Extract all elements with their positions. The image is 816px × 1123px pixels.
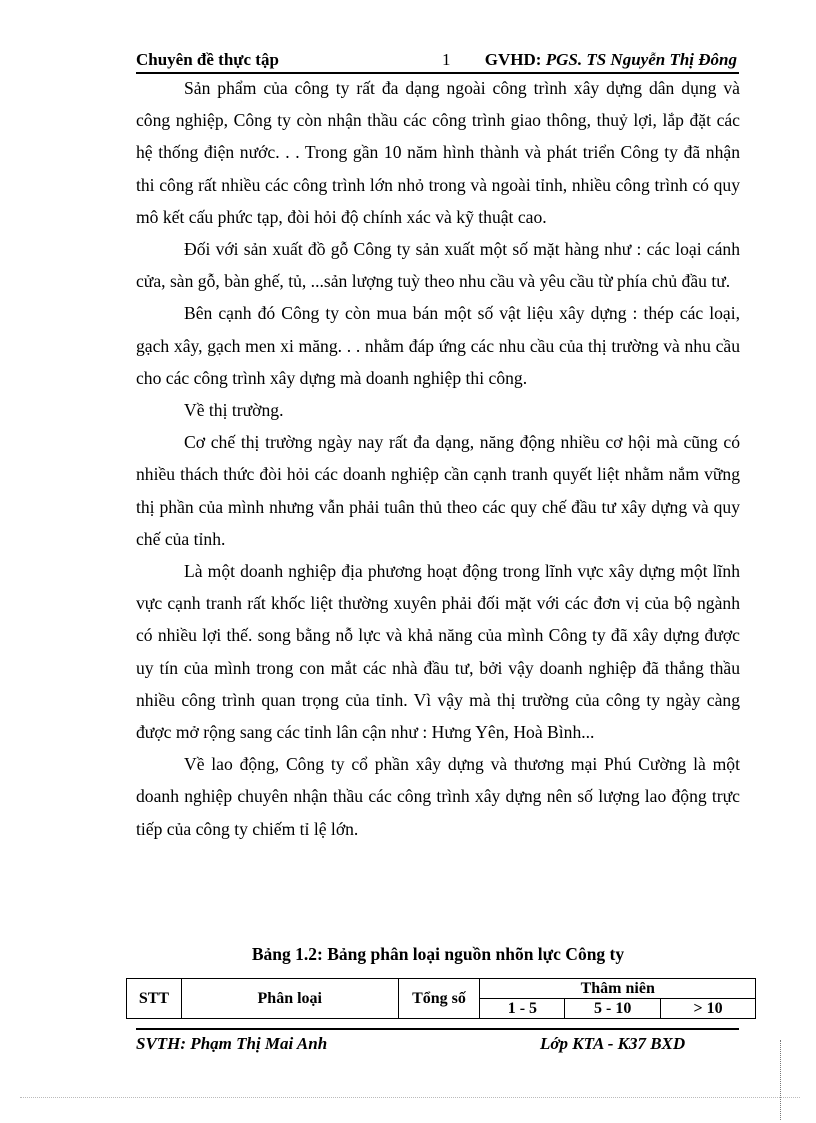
- seniority-5-10: 5 - 10: [565, 999, 661, 1019]
- header-seniority: Thâm niên: [480, 979, 756, 999]
- page-number: 1: [442, 50, 451, 69]
- seniority-1-5: 1 - 5: [480, 999, 565, 1019]
- workforce-table: [126, 978, 756, 1019]
- paragraph-products: Sản phẩm của công ty rất đa dạng ngoài công trình xây dựng dân dụng và công nghiệp, Công ty còn nhận thầu các công trình giao thông, thuỷ lợi, lắp đặt các hệ thống điện nước. . . Trong gần 10 năm hình thành và phát triển Công ty đã nhận thi công rất nhiều các công trình lớn nhỏ trong và ngoài tỉnh, nhiều công trình có quy mô kết cấu phức tạp, đòi hỏi độ chính xác và kỹ thuật cao.: [136, 78, 740, 227]
- page-header: [136, 46, 739, 74]
- header-classification: Phân loại: [181, 979, 398, 1019]
- paragraph-wood: Đối với sản xuất đồ gỗ Công ty sản xuất một số mặt hàng như : các loại cánh cửa, sàn gỗ, bàn ghế, tủ, ...sản lượng tuỳ theo nhu cầu và yêu cầu từ phía chủ đầu tư.: [136, 239, 740, 292]
- page-footer: [136, 1034, 739, 1058]
- header-total: Tổng số: [398, 979, 480, 1019]
- footer-divider: [136, 1028, 739, 1030]
- footer-class: Lớp KTA - K37 BXD: [540, 1034, 686, 1053]
- paragraph-market-mechanism: Cơ chế thị trường ngày nay rất đa dạng, năng động nhiều cơ hội mà cũng có nhiều thách thức đòi hỏi các doanh nghiệp cần cạnh tranh quyết liệt nhằm nắm vững thị phần của mình nhưng vẫn phải tuân thủ theo các quy chế đầu tư xây dựng và quy chế của tỉnh.: [136, 432, 740, 549]
- body-text: [136, 72, 740, 845]
- header-stt: STT: [127, 979, 182, 1019]
- page-edge-vertical: [780, 1040, 781, 1120]
- paragraph-labor: Về lao động, Công ty cổ phần xây dựng và thương mại Phú Cường là một doanh nghiệp chuyên nhận thầu các công trình xây dựng nên số lượng lao động trực tiếp của công ty chiếm tỉ lệ lớn.: [136, 754, 740, 839]
- footer-student: SVTH: Phạm Thị Mai Anh: [136, 1034, 328, 1053]
- header-supervisor: [485, 50, 737, 70]
- supervisor-name: PGS. TS Nguyễn Thị Đông: [545, 50, 737, 69]
- header-title: Chuyên đề thực tập: [136, 50, 279, 69]
- page-edge-horizontal: [20, 1097, 800, 1098]
- supervisor-label: GVHD:: [484, 50, 546, 69]
- seniority-over-10: > 10: [661, 999, 756, 1019]
- paragraph-local-enterprise: Là một doanh nghiệp địa phương hoạt động trong lĩnh vực xây dựng một lĩnh vực cạnh tranh rất khốc liệt thường xuyên phải đối mặt với các đơn vị của bộ ngành có nhiều lợi thế. song bằng nỗ lực và khả năng của mình Công ty đã xây dựng được uy tín của mình trong con mắt các nhà đầu tư, bởi vậy doanh nghiệp đã thắng thầu nhiều công trình quan trọng của tỉnh. Vì vậy mà thị trường của công ty ngày càng được mở rộng sang các tỉnh lân cận như : Hưng Yên, Hoà Bình...: [136, 561, 740, 743]
- paragraph-market-heading: Về thị trường.: [184, 400, 284, 421]
- paragraph-materials: Bên cạnh đó Công ty còn mua bán một số vật liệu xây dựng : thép các loại, gạch xây, gạch men xi măng. . . nhằm đáp ứng các nhu cầu của thị trường và nhu cầu cho các công trình xây dựng mà doanh nghiệp thi công.: [136, 303, 740, 388]
- table-caption: Bảng 1.2: Bảng phân loại nguồn nhõn lực Công ty: [251, 944, 625, 964]
